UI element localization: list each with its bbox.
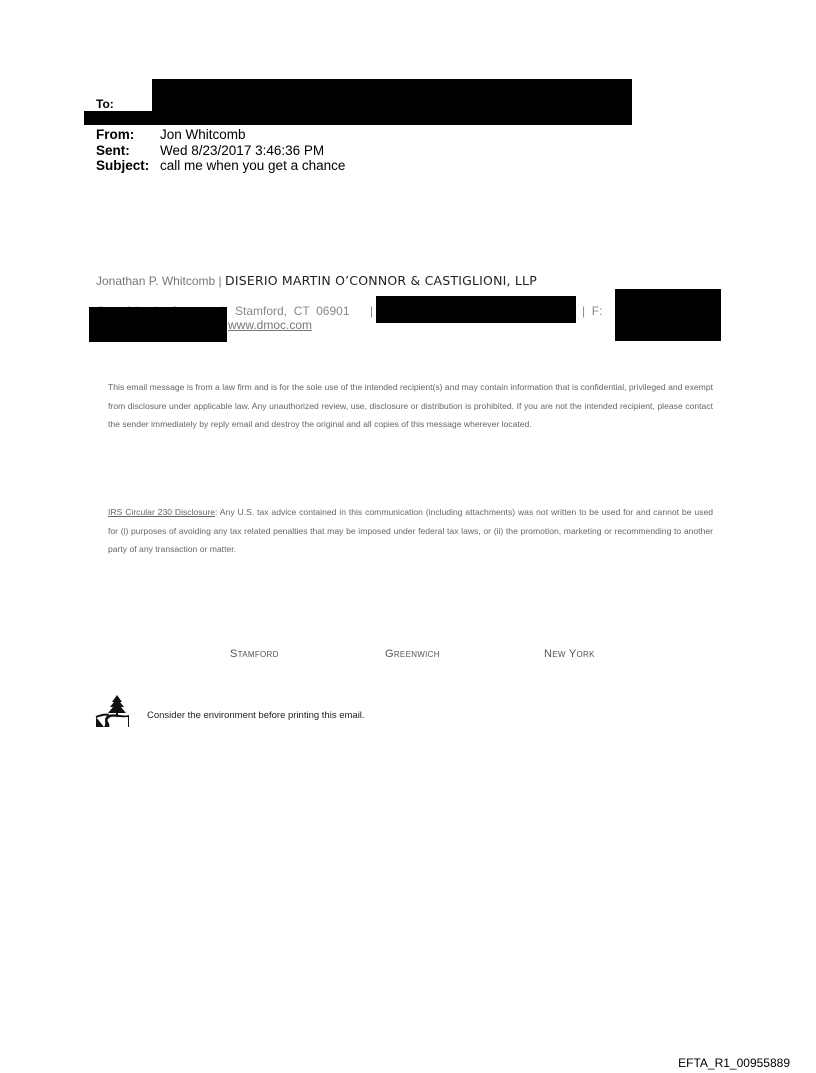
office-stamford: Stamford [230,648,279,660]
fax-label: | F: [582,304,603,318]
signature-separator: | [218,274,222,288]
redaction-fax [615,289,721,341]
signature-firm: DISERIO MARTIN O’CONNOR & CASTIGLIONI, LLP [225,273,537,288]
environment-note: Consider the environment before printing this email. [147,710,365,721]
irs-disclosure-title[interactable]: IRS Circular 230 Disclosure [108,507,216,517]
website-link[interactable]: www.dmoc.com [228,318,313,332]
confidentiality-notice: This email message is from a law firm and is for the sole use of the intended recipient(s) and may contain information that is confidential, privileged and exempt from disclosure under applicable law. Any unauthorized review, use, disclosure or distribution is prohibited. If you are not the intended recipient, please contact the sender immediately by reply email and destroy the original and all copies of this message wherever located. [108,382,713,430]
tree-road-icon [95,693,129,727]
sent-label: Sent: [96,143,130,158]
redaction-phone [376,296,576,323]
irs-disclosure [108,503,713,559]
to-label: To: [96,97,114,111]
from-value: Jon Whitcomb [160,127,246,142]
signature-line [96,273,537,288]
address-separator-2: | [370,304,374,318]
document-id: EFTA_R1_00955889 [678,1056,790,1070]
redaction-email [89,307,227,342]
redaction-to-block [152,79,632,125]
subject-label: Subject: [96,158,150,173]
redaction-to-strip [84,111,184,125]
irs-disclosure-body: : Any U.S. tax advice contained in this communication (including attachments) was not written to be used for and cannot be used for (i) purposes of avoiding any tax related penalties that may be imposed under federal tax laws, or (ii) the promotion, marketing or recommending to another party of any transaction or matter. [108,507,713,555]
office-greenwich: Greenwich [385,648,440,660]
office-new-york: New York [544,648,595,660]
address-city: Stamford, CT 06901 [235,304,350,318]
from-label: From: [96,127,135,142]
signature-name: Jonathan P. Whitcomb [96,274,216,288]
subject-value: call me when you get a chance [160,158,346,173]
sent-value: Wed 8/23/2017 3:46:36 PM [160,143,325,158]
